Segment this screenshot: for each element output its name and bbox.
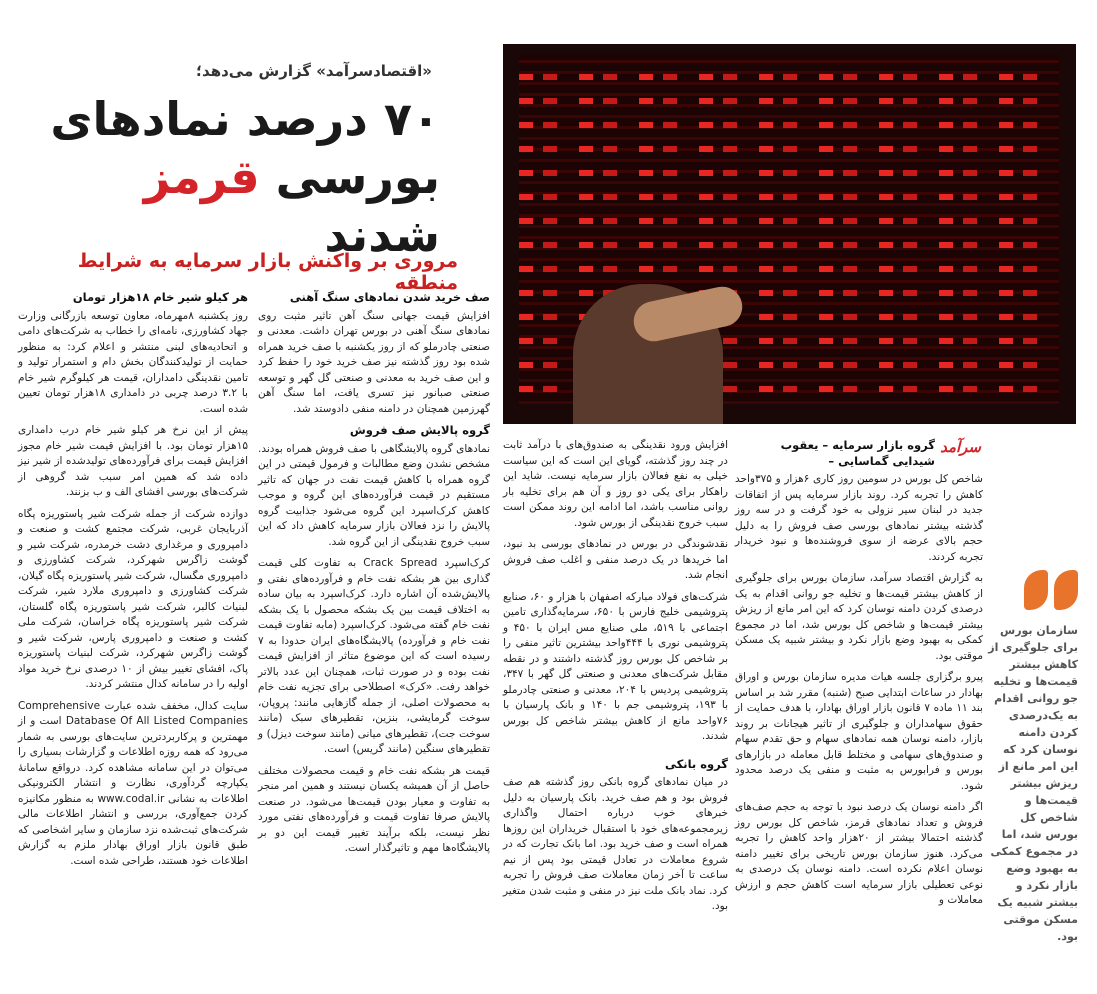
col4-p1: روز یکشنبه ۸مهرماه، معاون توسعه بازرگانی وزارت جهاد کشاورزی، نامه‌ای را خطاب به شرکت‌های دامی و اتحادیه‌های لبنی منتشر و اعلام کرد: به منظور حمایت از تولیدکنندگان بخش دام و استمرار تولید و تامین نقدینگی دامداران، قیمت هر کیلوگرم شیر خام با ۳.۲ درصد چربی در دامداری ۱۸هزار تومان تعیین شده است.: [18, 309, 248, 415]
headline-red-word: قرمز: [143, 150, 260, 204]
col3-p3: کرک‌اسپرد Crack Spread به تفاوت کلی قیمت گذاری بین هر بشکه نفت خام و فرآورده‌های نفتی و پالایش‌شده آن اشاره دارد. کرک‌اسپرد به بیان ساده به اختلاف قیمت بین یک بشکه محصول با یک بشکه نفت خام گفته می‌شود. کرک‌اسپرد (مابه تفاوت قیمت نفت خام و فرآورده) پالایشگاه‌های ایران حدودا به ۷ رسیده است که این موضوع متاثر از افزایش قیمت نفت بوده و در صورت ثبات، همچنان این عدد بالاتر خواهد رفت. «کرک» اصطلاحی برای تجزیه نفت خام به محصولات اصلی، از جمله گازهایی مانند: پروپان، سوخت گرمایشی، بنزین، تقطیرهای سبک (مانند سوخت جت)، تقطیرهای میانی (مانند سوخت دیزل) و تقطیرهای سنگین (مانند گریس) است.: [258, 557, 490, 755]
col1-p4: اگر دامنه نوسان یک درصد نبود با توجه به حجم صف‌های فروش و تعداد نمادهای قرمز، شاخص کل بورس روز گذشته احتمالا بیشتر از ۲۰هزار واحد کاهش را تجربه می‌کرد. هنوز سازمان بورس تاریخی برای تغییر دامنه نوسان اعلام نکرده است. دامنه نوسان یک درصدی به نوعی تعطیلی بازار سرمایه است کاهش حجم و ارزش معاملات و: [735, 801, 983, 906]
column-1: [735, 438, 983, 915]
col2-p1: افزایش ورود نقدینگی به صندوق‌های با درآمد ثابت در چند روز گذشته، گویای این است که این سیاست خیلی به نفع فعالان بازار سرمایه نیست. شاید این راهکار برای یکی دو روز و آن هم برای تخلیه بار روانی مناسب باشد، اما ادامه این روند ممکن است سبب خروج نقدینگی از بورس شود.: [503, 439, 728, 529]
col2-p3: شرکت‌های فولاد مبارکه اصفهان با هزار و ۶۰، صنایع پتروشیمی خلیج فارس با ۶۵۰، سرمایه‌گذاری تامین اجتماعی با ۵۱۹، ملی صنایع مس ایران با ۴۵۰ و پتروشیمی نوری با ۴۴۴واحد بیشترین تاثیر منفی را بر شاخص کل بورس روز گذشته داشتند و در نقطه مقابل شرکت‌های معدنی و صنعتی گل گهر با ۳۴۷، پتروشیمی پردیس با ۲۰۴، معدنی و صنعتی چادرملو با ۱۹۳، پتروشیمی جم با ۱۴۰ و بانک پارسیان با ۷۶واحد مانع از کاهش بیشتر شاخص کل بورس شدند.: [503, 590, 729, 742]
col4-p2: پیش از این نرخ هر کیلو شیر خام درب دامداری ۱۵هزار تومان بود. با افزایش قیمت شیر خام مجوز افزایش قیمت برای فرآورده‌های تولیدشده از شیر نیز داده شد که همین امر سبب شد گروهی از شرکت‌های بورسی افشای الف و ب بزنند.: [18, 424, 248, 498]
col4-p4: سایت کدال، مخفف شده عبارت Comprehensive Database Of All Listed Companies است و از مهمترین و پرکاربردترین سایت‌های بورسی به شمار می‌رود که همه روزه اطلاعات و گزارشات بسیاری را می‌توان در این سامانه مشاهده کرد. درواقع سامانهٔ یکپارچه گردآوری، نظارت و انتشار الکترونیکی اطلاعات به نشانی www.codal.ir به منظور مکانیزه کردن جمع‌آوری، بررسی و انتشار اطلاعات مالی شرکت‌های ثبت‌شده نزد سازمان و سایر اشخاصی که طبق قانون بازار اوراق بهادار ملزم به گزارش اطلاعات خود هستند، طراحی شده است.: [18, 699, 248, 867]
headline-line2-a: بورسی: [259, 150, 440, 204]
col2-p4: در میان نمادهای گروه بانکی روز گذشته هم صف فروش بود و هم صف خرید. بانک پارسیان به دلیل خبرهای خوب درباره احتمال واگذاری زیرمجموعه‌های خود با استقبال خریداران این روزها همراه است و صف خرید بود. اما بانک تجارت که در شروع معاملات در تعادل قیمتی بود پس از نیم ساعت تا آخر زمان معاملات صف فروش را تجربه کرد. نماد بانک ملت نیز در منفی و مثبت شدن متغیر بود.: [503, 776, 728, 912]
pull-quote: [986, 570, 1078, 945]
column-4: [18, 290, 248, 875]
col2-p2: نقدشوندگی در بورس در نمادهای بورسی بد نبود، اما خریدها در یک درصد منفی و اغلب صف فروش انجام شد.: [503, 538, 728, 581]
col3-p1: افزایش قیمت جهانی سنگ آهن تاثیر مثبت روی نمادهای سنگ آهنی در بورس تهران داشت. معدنی و صنعتی چادرملو که از روز یکشنبه با صف خرید همراه شده بود روز گذشته نیز صف خرید خود را حفظ کرد و این صف خرید به معدنی و صنعتی گل گهر و توسعه صنعتی صبانور نیز تسری یافت، اما سنگ آهن گهرزمین همچنان در دامنه منفی دادوستد شد.: [258, 309, 490, 415]
headline: [45, 90, 440, 264]
signature-logo: سرآمد: [940, 438, 981, 456]
headline-line1: ۷۰ درصد نمادهای: [50, 92, 440, 146]
col3-p4: قیمت هر بشکه نفت خام و قیمت محصولات مختلف حاصل از آن همیشه یکسان نیستند و همین امر منجر به تفاوت و معیار بودن قیمت‌ها می‌شود. در صنعت پالایش صرفا تفاوت قیمت و فرآورده‌های نفتی مورد نظر نیست، بلکه برآیند تغییر قیمت این دو بر پالایشگاه‌ها مهم و تاثیرگذار است.: [258, 764, 490, 854]
quote-text: سازمان بورس برای جلوگیری از کاهش بیشتر قیمت‌ها و تخلیه جو روانی اقدام به یک‌درصدی کردن دامنه نوسان کرد که این امر مانع از ریزش بیشتر قیمت‌ها و شاخص کل بورس شد، اما در مجموع کمکی به بهبود وضع بازار نکرد و بیشتر شبیه یک مسکن موقتی بود.: [988, 624, 1078, 943]
col4-p3: دوازده شرکت از جمله شرکت شیر پاستوریزه پگاه آذربایجان غربی، شرکت مجتمع کشت و صنعت و دامپروری و مرغداری دشت خرمدره، شرکت شیر و گوشت زاگرس شهرکرد، شرکت کشاورزی و دامپروری مگسال، شرکت شیر پاستوریزه پگاه گیلان، شرکت کشاورزی و دامپروری ملارد شیر، شرکت لبنیات کالبر، شرکت شیر پاستوریزه پگاه گلستان، شرکت شیر پاستوریزه پگاه خراسان، شرکت ملی کشت و صنعت و دامپروری پارس، شرکت شیر و گوشت زاگرس شهرکرد، شرکت لبنیات پاستوریزه پاک، افشای تغییر بیش از ۱۰ درصدی نرخ خرید مواد اولیه را در سامانه کدال منتشر کردند.: [18, 507, 248, 690]
kicker: «اقتصادسرآمد» گزارش می‌دهد؛: [196, 62, 432, 80]
col2-heading: گروه بانکی: [664, 756, 728, 771]
column-2: [503, 438, 728, 921]
headline-line2: [45, 148, 440, 264]
col3-p2: نمادهای گروه پالایشگاهی با صف فروش همراه بودند. مشخص نشدن وضع مطالبات و فرمول قیمتی در این گروه همراه با کاهش قیمت نفت در جهان که تاثیر مستقیم در قیمت فرآورده‌های این گروه و موجب کاهش کرک‌اسپرد این گروه می‌شود جذابیت گروه پالایش را نزد فعالان بازار سرمایه کاهش داد که این سبب خروج نقدینگی از این گروه شد.: [258, 442, 490, 548]
col3-heading2: گروه پالایش صف فروش: [349, 423, 490, 437]
quote-mark-icon: [1018, 570, 1078, 616]
col3-heading1: صف خرید شدن نمادهای سنگ آهنی: [289, 290, 490, 304]
col1-p3: پیرو برگزاری جلسه هیات مدیره سازمان بورس و اوراق بهادار در ساعات ابتدایی صبح (شنبه) مقرر شد بر اساس بند ۱۱ ماده ۷ قانون بازار اوراق بهادار، با هدف حمایت از حقوق سهامداران و جلوگیری از تاثیر هیجانات بر روند بازار، دامنه نوسان همه نمادهای سهام و حق تقدم سهام و صندوق‌های سهامی و مختلط قابل معامله در بازارهای بورس و فرابورس به مثبت و منفی یک درصد محدود شود.: [735, 671, 983, 792]
headline-line2-b: شدند: [324, 208, 440, 262]
col1-p2: به گزارش اقتصاد سرآمد، سازمان بورس برای جلوگیری از کاهش بیشتر قیمت‌ها و تخلیه جو روانی اقدام به یک درصدی کردن دامنه نوسان کرد که این امر مانع از ریزش بیشتر قیمت‌ها و شاخص کل بورس شد، اما در مجموع کمکی به بهبود وضع بازار نکرد و بیشتر شبیه یک مسکن موقتی بود.: [735, 572, 983, 662]
col4-heading1: هر کیلو شیر خام ۱۸هزار تومان: [72, 290, 248, 304]
column-3: [258, 290, 490, 863]
subheadline: مروری بر واکنش بازار سرمایه به شرایط منطقه: [77, 250, 458, 294]
col1-heading: گروه بازار سرمایه – یعقوب شیدایی گماسایی –: [780, 438, 935, 468]
stock-board-photo: [503, 44, 1076, 424]
col1-p1: شاخص کل بورس در سومین روز کاری ۶هزار و ۳۷۵واحد کاهش را تجربه کرد. روند بازار سرمایه پس از اتفاقات جدید در لبنان سیر نزولی به خود گرفت و در سه روز گذشته بیشتر نمادهای بورسی صف فروش را به دلیل حجم بالای عرضه از سوی فروشنده‌ها و نبود خریدار تجربه کردند.: [735, 473, 983, 563]
